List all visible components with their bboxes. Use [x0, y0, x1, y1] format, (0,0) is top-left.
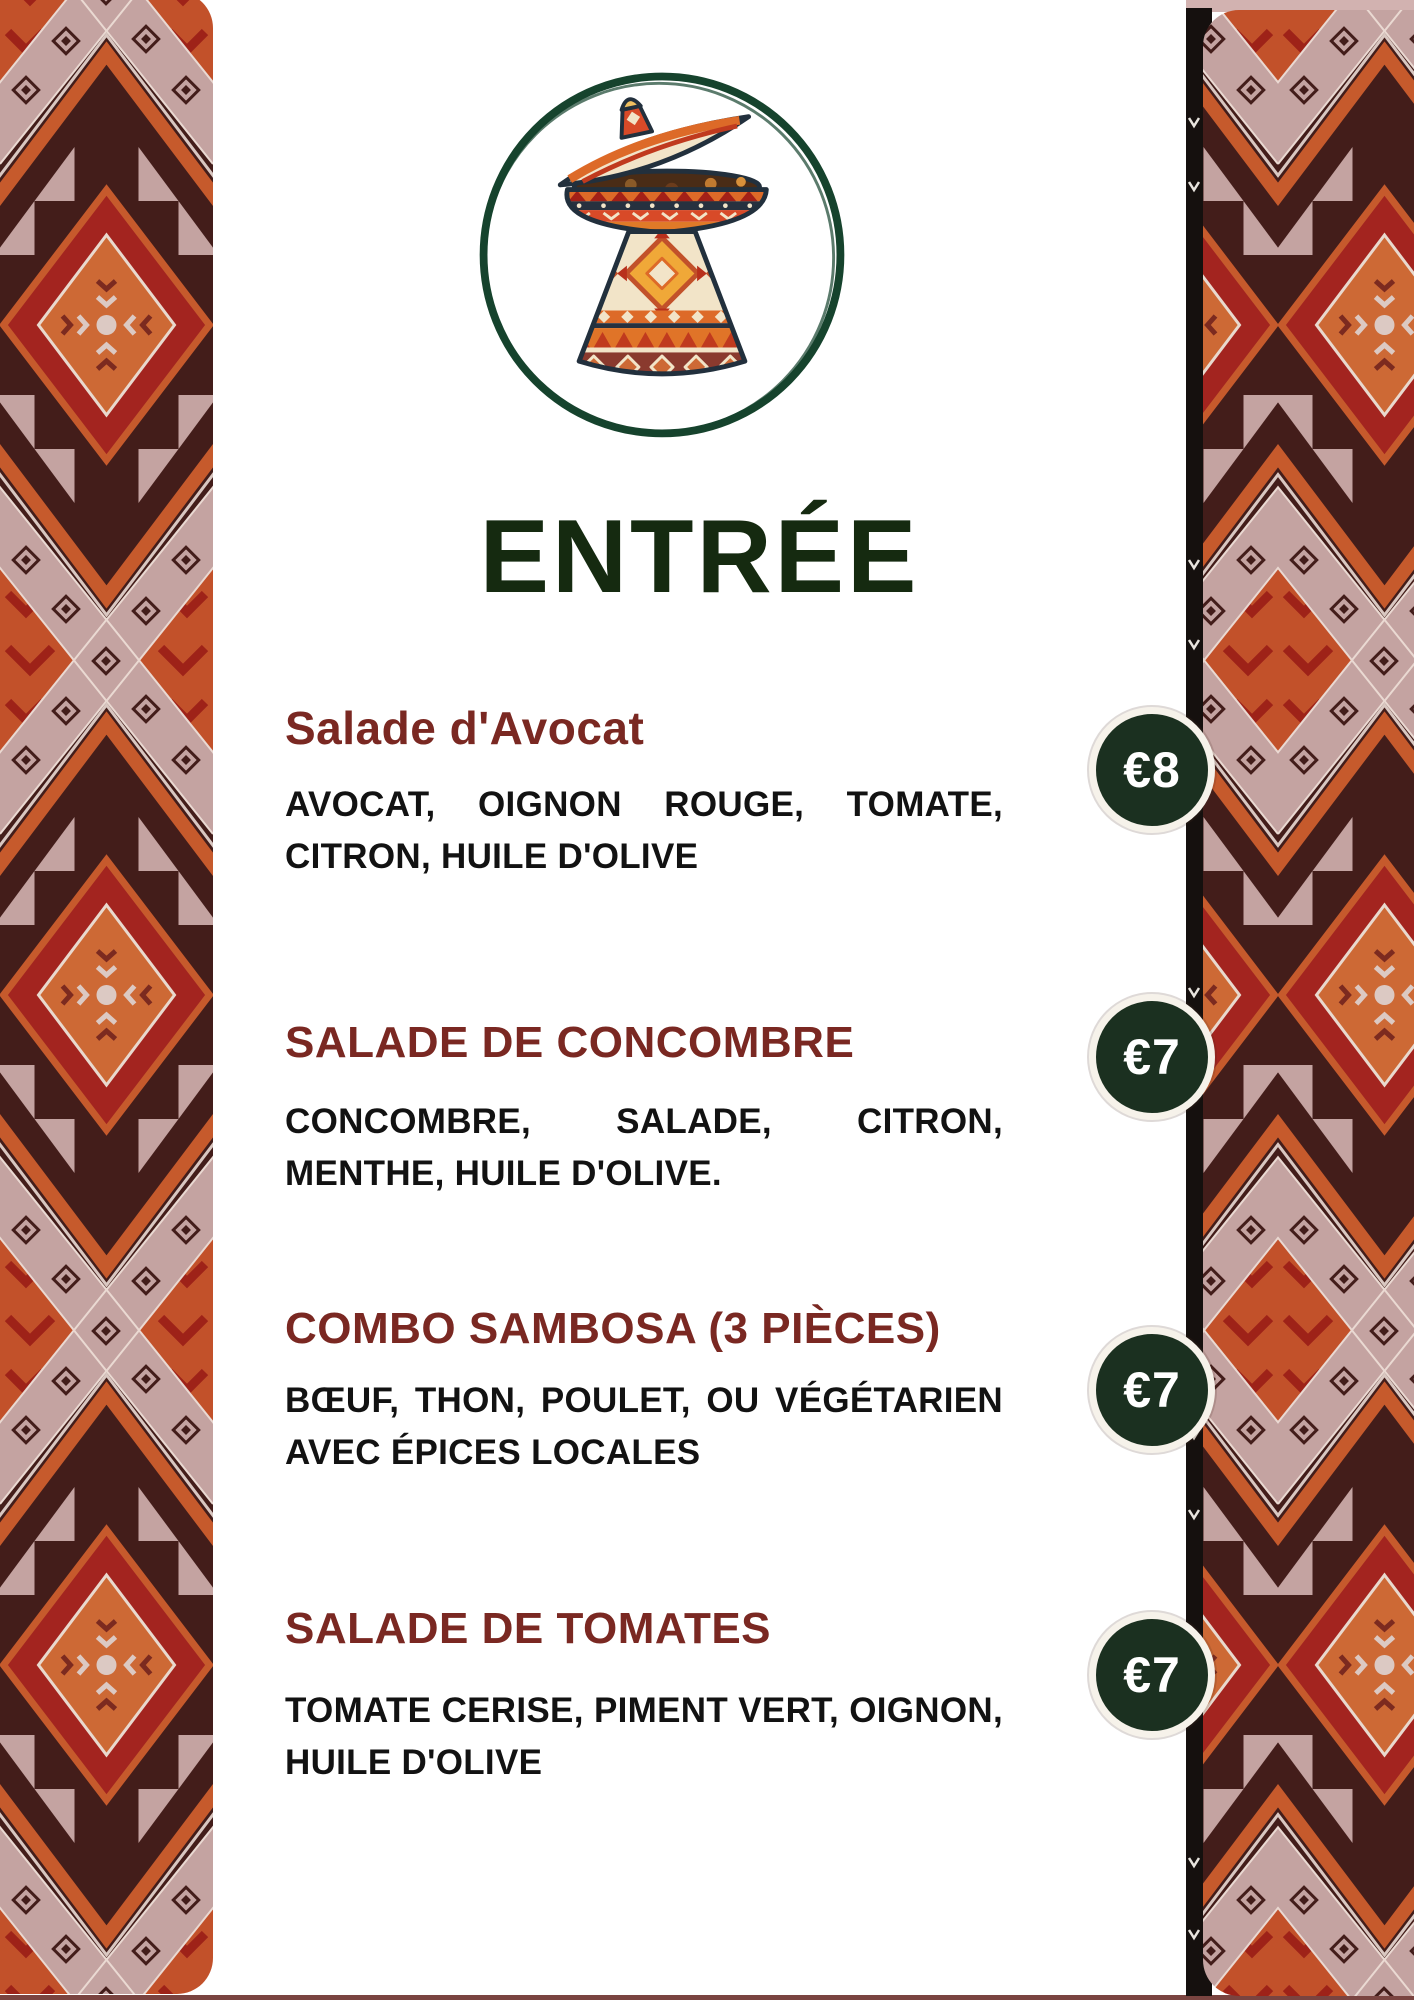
item-name: Salade d'Avocat [285, 702, 645, 754]
item-description: CONCOMBRE, SALADE, CITRON, MENTHE, HUILE D'OLIVE. [285, 1101, 1003, 1193]
menu-item-combo-sambosa [285, 1304, 1003, 1479]
price-badge: €7 [1089, 1612, 1215, 1738]
item-description: BŒUF, THON, POULET, OU VÉGÉTARIEN AVEC ÉPICES LOCALES [285, 1380, 1003, 1472]
item-description: AVOCAT, OIGNON ROUGE, TOMATE, CITRON, HUILE D'OLIVE [285, 784, 1003, 876]
price-badge: €7 [1089, 1327, 1215, 1453]
item-name: SALADE DE TOMATES [285, 1604, 772, 1653]
price-badge: €7 [1089, 994, 1215, 1120]
mesob-basket-logo [467, 57, 857, 447]
menu-item-salade-avocat [285, 702, 1003, 883]
price-badge: €8 [1089, 707, 1215, 833]
item-description: TOMATE CERISE, PIMENT VERT, OIGNON, HUILE D'OLIVE [285, 1690, 1003, 1782]
menu-item-salade-tomates [285, 1604, 1003, 1789]
left-pattern-border [0, 0, 213, 1994]
section-title: ENTRÉE [479, 499, 920, 615]
right-pattern-border [1203, 10, 1414, 1996]
item-name: COMBO SAMBOSA (3 PIÈCES) [285, 1304, 941, 1353]
menu-item-salade-concombre [285, 1018, 1003, 1200]
item-name: SALADE DE CONCOMBRE [285, 1018, 855, 1067]
